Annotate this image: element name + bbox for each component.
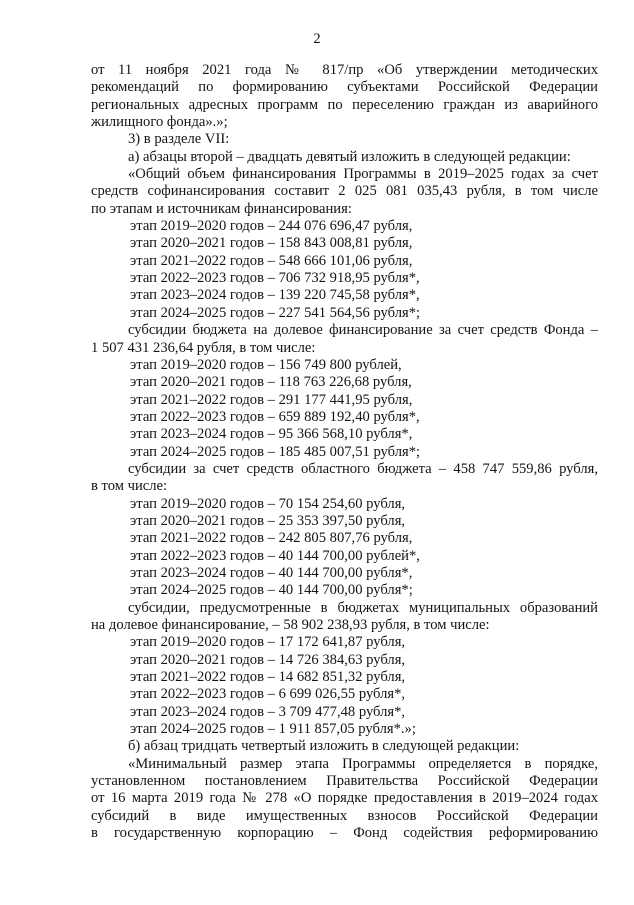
text-line: этап 2024–2025 годов – 1 911 857,05 рубля*.»; — [130, 721, 416, 738]
text-line: этап 2019–2020 годов – 156 749 800 рублей, — [130, 356, 402, 373]
text-line: установленном постановлением Правительства Российской Федерации — [91, 773, 598, 790]
text-line: этап 2024–2025 годов – 185 485 007,51 рубля*; — [130, 443, 421, 460]
text-line: субсидий в виде имущественных взносов Российской Федерации — [91, 807, 598, 824]
text-line: этап 2024–2025 годов – 40 144 700,00 рубля*; — [130, 582, 413, 599]
page-number: 2 — [313, 31, 321, 47]
text-line: от 16 марта 2019 года № 278 «О порядке предоставления в 2019–2024 годах — [91, 790, 598, 807]
text-line: этап 2023–2024 годов – 3 709 477,48 рубля*, — [130, 703, 406, 720]
text-line: б) абзац тридцать четвертый изложить в следующей редакции: — [128, 738, 520, 755]
text-line: на долевое финансирование, – 58 902 238,93 рубля, в том числе: — [91, 617, 490, 633]
text-line: этап 2020–2021 годов – 14 726 384,63 рубля, — [130, 651, 406, 668]
text-line: этап 2020–2021 годов – 25 353 397,50 рубля, — [130, 512, 406, 529]
text-line: этап 2021–2022 годов – 548 666 101,06 рубля, — [130, 252, 413, 269]
text-line: жилищного фонда».»; — [91, 114, 228, 131]
text-line: средств софинансирования составит 2 025 081 035,43 рубля, в том числе — [91, 183, 598, 200]
text-line: «Общий объем финансирования Программы в 2019–2025 годах за счет — [128, 166, 598, 183]
text-line: этап 2019–2020 годов – 70 154 254,60 рубля, — [130, 495, 406, 512]
text-line: от 11 ноября 2021 года № 817/пр «Об утверждении методических — [91, 62, 598, 78]
text-line: рекомендаций по формированию субъектами Российской Федерации — [91, 79, 598, 96]
text-line: этап 2023–2024 годов – 139 220 745,58 рубля*, — [130, 287, 420, 304]
text-line: «Минимальный размер этапа Программы определяется в порядке, — [128, 755, 598, 772]
text-line: в государственную корпорацию – Фонд содействия реформированию — [91, 825, 598, 842]
text-line: этап 2021–2022 годов – 242 805 807,76 рубля, — [130, 530, 413, 547]
text-line: субсидии за счет средств областного бюджета – 458 747 559,86 рубля, — [128, 460, 598, 477]
text-line: а) абзацы второй – двадцать девятый изложить в следующей редакции: — [128, 148, 571, 165]
text-line: 3) в разделе VII: — [128, 131, 230, 148]
text-line: этап 2022–2023 годов – 706 732 918,95 рубля*, — [130, 270, 420, 287]
text-line: этап 2023–2024 годов – 40 144 700,00 рубля*, — [130, 564, 413, 581]
text-line: по этапам и источникам финансирования: — [91, 200, 352, 217]
text-line: этап 2023–2024 годов – 95 366 568,10 рубля*, — [130, 426, 413, 443]
text-line: этап 2021–2022 годов – 291 177 441,95 рубля, — [130, 391, 413, 408]
text-line: этап 2024–2025 годов – 227 541 564,56 рубля*; — [130, 304, 421, 321]
text-line: этап 2019–2020 годов – 17 172 641,87 рубля, — [130, 634, 406, 651]
text-line: субсидии, предусмотренные в бюджетах муниципальных образований — [128, 599, 598, 616]
text-line: этап 2020–2021 годов – 118 763 226,68 рубля, — [130, 374, 412, 391]
document-body — [91, 62, 598, 842]
text-line: субсидии бюджета на долевое финансирование за счет средств Фонда – — [128, 322, 598, 339]
text-line: этап 2019–2020 годов – 244 076 696,47 рубля, — [130, 218, 413, 235]
text-line: этап 2022–2023 годов – 6 699 026,55 рубля*, — [130, 686, 406, 703]
text-line: 1 507 431 236,64 рубля, в том числе: — [91, 339, 316, 356]
text-line: региональных адресных программ по переселению граждан из аварийного — [91, 96, 598, 113]
text-line: этап 2020–2021 годов – 158 843 008,81 рубля, — [130, 235, 413, 252]
text-line: этап 2022–2023 годов – 40 144 700,00 рублей*, — [130, 547, 420, 564]
text-line: этап 2021–2022 годов – 14 682 851,32 рубля, — [130, 669, 406, 686]
text-line: этап 2022–2023 годов – 659 889 192,40 рубля*, — [130, 408, 420, 425]
text-line: в том числе: — [91, 478, 168, 495]
